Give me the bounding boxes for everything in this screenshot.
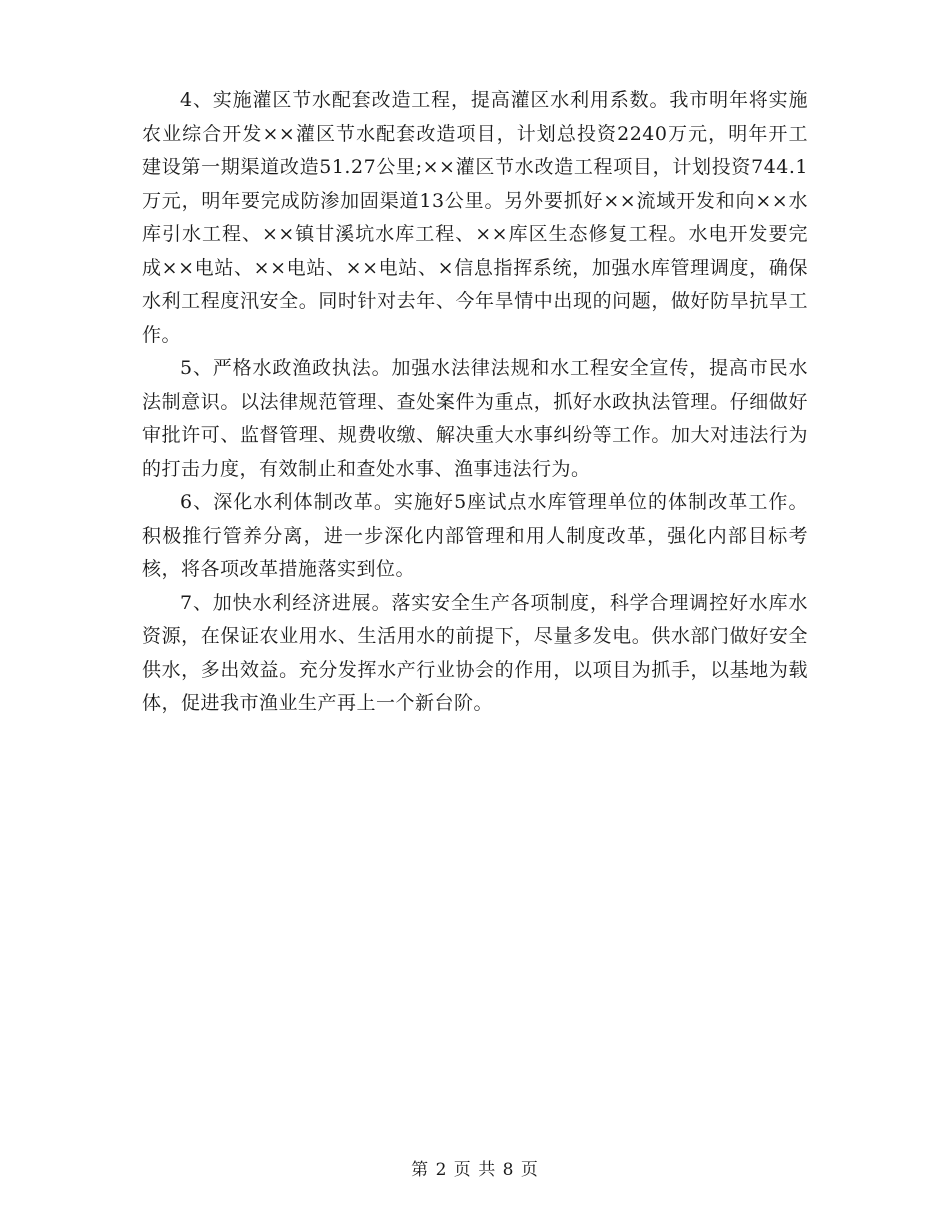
document-body	[142, 84, 808, 721]
paragraph-item-5: 5、严格水政渔政执法。加强水法律法规和水工程安全宣传，提高市民水法制意识。以法律规范管理、查处案件为重点，抓好水政执法管理。仔细做好审批许可、监督管理、规费收缴、解决重大水事纠纷等工作。加大对违法行为的打击力度，有效制止和查处水事、渔事违法行为。	[142, 357, 808, 480]
paragraph-item-6: 6、深化水利体制改革。实施好5座试点水库管理单位的体制改革工作。积极推行管养分离，进一步深化内部管理和用人制度改革，强化内部目标考核，将各项改革措施落实到位。	[142, 491, 808, 580]
paragraph-item-7: 7、加快水利经济进展。落实安全生产各项制度，科学合理调控好水库水资源，在保证农业用水、生活用水的前提下，尽量多发电。供水部门做好安全供水，多出效益。充分发挥水产行业协会的作用，以项目为抓手，以基地为载体，促进我市渔业生产再上一个新台阶。	[142, 591, 808, 714]
page-number-footer: 第 2 页 共 8 页	[411, 1160, 539, 1180]
paragraph-item-4: 4、实施灌区节水配套改造工程，提高灌区水利用系数。我市明年将实施农业综合开发××灌区节水配套改造项目，计划总投资2240万元，明年开工建设第一期渠道改造51.27公里;××灌区节水改造工程项目，计划投资744.1万元，明年要完成防渗加固渠道13公里。另外要抓好××流域开发和向××水库引水工程、××镇甘溪坑水库工程、××库区生态修复工程。水电开发要完成××电站、××电站、××电站、×信息指挥系统，加强水库管理调度，确保水利工程度汛安全。同时针对去年、今年旱情中出现的问题，做好防旱抗旱工作。	[142, 89, 808, 346]
